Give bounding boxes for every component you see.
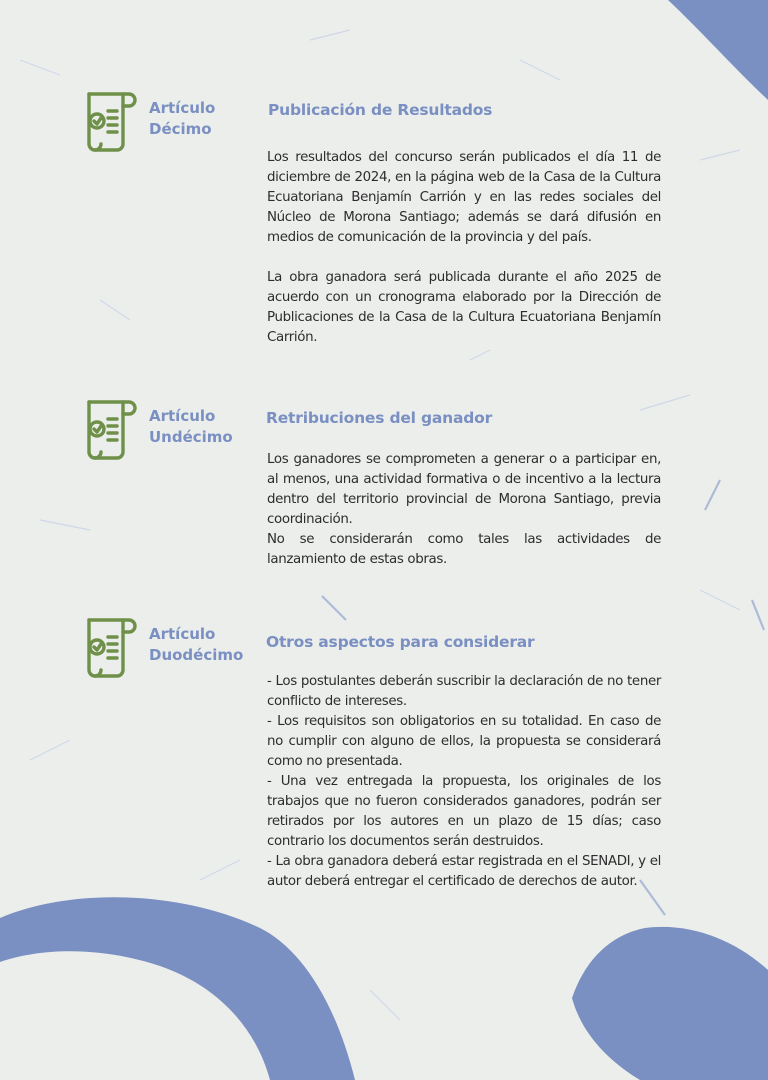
article-heading: Otros aspectos para considerar bbox=[266, 633, 535, 651]
corner-arc-top-right bbox=[668, 0, 768, 100]
article-label-line2: Duodécimo bbox=[149, 646, 244, 664]
paragraph: - Los postulantes deberán suscribir la declaración de no tener conflicto de intereses. bbox=[267, 674, 661, 709]
article-label-line2: Undécimo bbox=[149, 428, 233, 446]
paragraph: Los resultados del concurso serán publicados el día 11 de diciembre de 2024, en la página web de la Casa de la Cultura Ecuatoriana Benjamín Carrión y en las redes sociales del Núcleo de Morona Santiago; además se dará difusión en medios de comunicación de la provincia y del país. bbox=[267, 150, 661, 245]
paragraph: - Los requisitos son obligatorios en su totalidad. En caso de no cumplir con alguno de ellos, la propuesta se considerará como no presentada. bbox=[267, 714, 661, 769]
paragraph: La obra ganadora será publicada durante el año 2025 de acuerdo con un cronograma elaborado por la Dirección de Publicaciones de la Casa de la Cultura Ecuatoriana Benjamín Carrión. bbox=[267, 270, 661, 345]
article-heading: Retribuciones del ganador bbox=[266, 409, 493, 427]
document-check-icon bbox=[77, 616, 139, 678]
article-heading: Publicación de Resultados bbox=[268, 101, 493, 119]
document-check-icon bbox=[77, 90, 139, 152]
ring-arc-bottom-left bbox=[0, 897, 355, 1080]
article-label-line1: Artículo bbox=[149, 625, 216, 643]
article-label-line2: Décimo bbox=[149, 120, 212, 138]
article-body bbox=[267, 672, 661, 892]
document-check-icon bbox=[77, 398, 139, 460]
article-body bbox=[267, 450, 661, 570]
article-body bbox=[267, 148, 661, 348]
article-label bbox=[149, 406, 259, 448]
paragraph: Los ganadores se comprometen a generar o a participar en, al menos, una actividad formativa o de incentivo a la lectura dentro del territorio provincial de Morona Santiago, previa coordinación. bbox=[267, 452, 661, 527]
shape-bottom-right bbox=[572, 927, 768, 1080]
paragraph: No se considerarán como tales las actividades de lanzamiento de estas obras. bbox=[267, 532, 661, 567]
article-label-line1: Artículo bbox=[149, 407, 216, 425]
article-label bbox=[149, 624, 259, 666]
article-label-line1: Artículo bbox=[149, 99, 216, 117]
paragraph: - Una vez entregada la propuesta, los originales de los trabajos que no fueron considerados ganadores, podrán ser retirados por los autores en un plazo de 15 días; caso contrario los documentos serán destruidos. bbox=[267, 774, 661, 849]
paragraph: - La obra ganadora deberá estar registrada en el SENADI, y el autor deberá entregar el certificado de derechos de autor. bbox=[267, 854, 661, 889]
article-label bbox=[149, 98, 259, 140]
